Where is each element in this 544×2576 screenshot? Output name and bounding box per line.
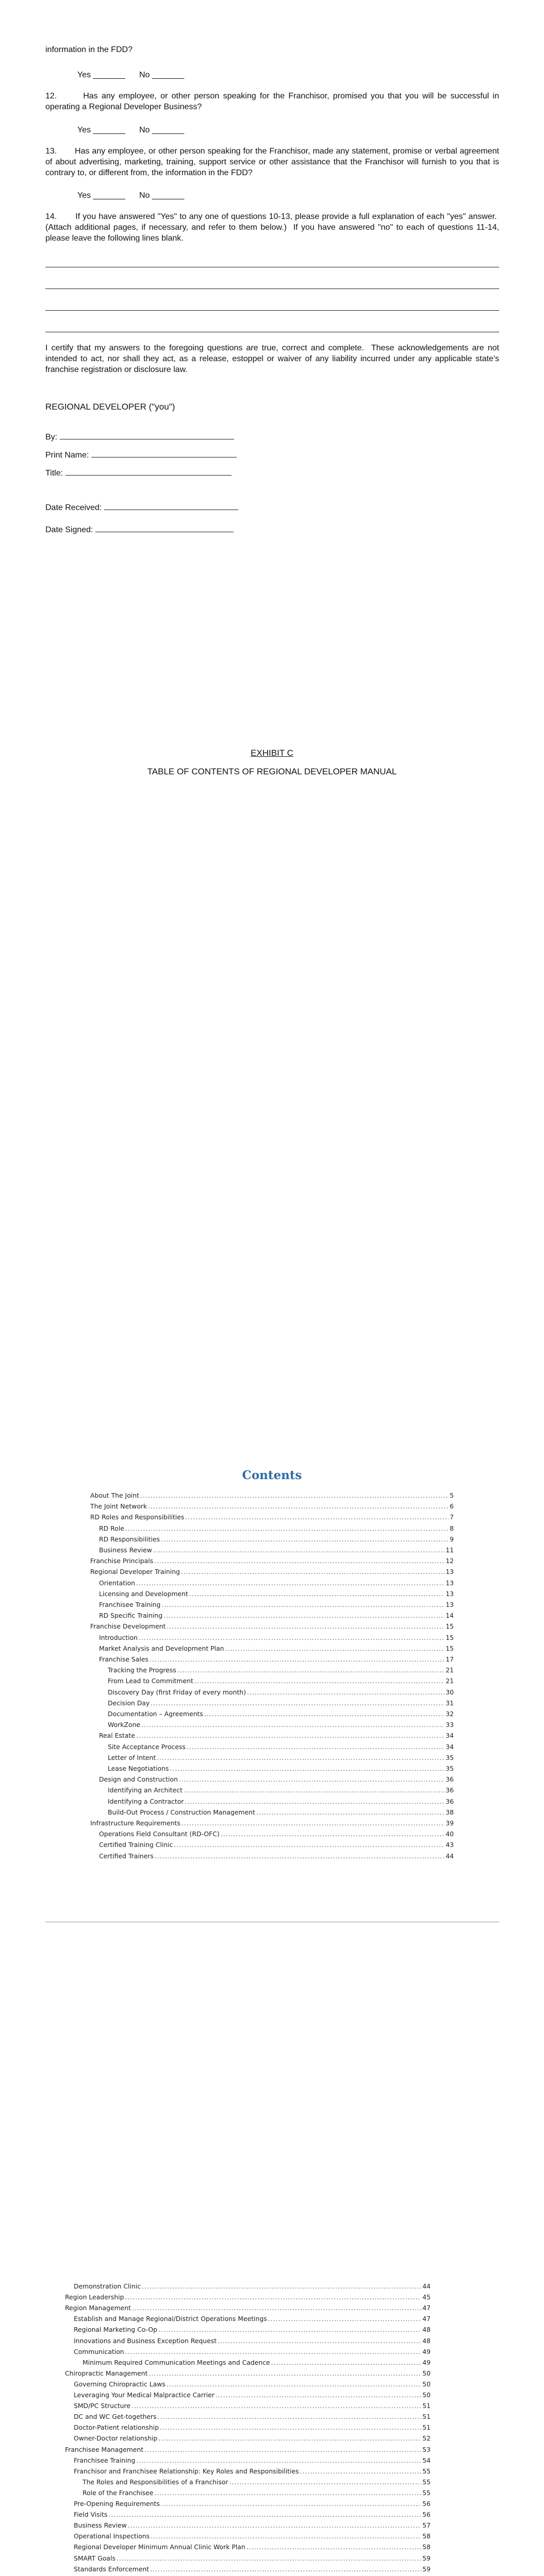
toc-entry-title: Region Leadership bbox=[65, 2293, 124, 2301]
toc-entry-page: 59 bbox=[422, 2565, 431, 2573]
toc-entry-title: Communication bbox=[74, 2347, 124, 2355]
question-11-tail: information in the FDD? bbox=[45, 45, 133, 54]
toc-entry[interactable] bbox=[99, 1546, 454, 1557]
toc-entry-title: Leveraging Your Medical Malpractice Carrier bbox=[74, 2391, 215, 2399]
toc-dot-leader bbox=[161, 2500, 421, 2507]
toc-dot-leader bbox=[151, 1699, 444, 1707]
toc-entry-title: About The Joint bbox=[90, 1492, 139, 1499]
toc-entry[interactable] bbox=[99, 1612, 454, 1622]
toc-entry[interactable] bbox=[90, 1557, 454, 1568]
yes-blank: Yes _______ bbox=[77, 191, 125, 200]
toc-list-continued bbox=[0, 2282, 544, 2576]
toc-entry-page: 52 bbox=[422, 2434, 431, 2443]
toc-entry-page: 57 bbox=[422, 2521, 431, 2530]
toc-dot-leader bbox=[142, 2282, 421, 2290]
toc-entry-title: RD Role bbox=[99, 1524, 124, 1532]
toc-entry-page: 56 bbox=[422, 2511, 431, 2519]
toc-entry-title: Certified Trainers bbox=[99, 1852, 154, 1860]
toc-entry-page: 49 bbox=[422, 2347, 431, 2355]
toc-entry-title: Identifying a Contractor bbox=[108, 1797, 184, 1805]
toc-dot-leader bbox=[136, 1579, 444, 1587]
print-name-label: Print Name: bbox=[45, 451, 89, 460]
toc-entry-page: 45 bbox=[422, 2293, 431, 2301]
toc-entry-page: 58 bbox=[422, 2532, 431, 2540]
toc-entry[interactable] bbox=[65, 2369, 431, 2380]
toc-dot-leader bbox=[204, 1710, 444, 1718]
title-field bbox=[45, 468, 232, 478]
date-received-field bbox=[45, 502, 238, 513]
toc-dot-leader bbox=[184, 1786, 444, 1794]
toc-dot-leader bbox=[167, 1622, 444, 1630]
toc-entry-page: 51 bbox=[422, 2402, 431, 2410]
date-received-line[interactable] bbox=[104, 502, 238, 510]
toc-dot-leader bbox=[229, 2478, 422, 2486]
toc-entry-title: RD Responsibilities bbox=[99, 1535, 160, 1543]
toc-entry[interactable] bbox=[90, 1502, 454, 1513]
toc-entry-title: Discovery Day (first Friday of every month) bbox=[108, 1688, 246, 1696]
toc-entry-page: 53 bbox=[422, 2445, 431, 2453]
toc-entry[interactable] bbox=[65, 2304, 431, 2315]
date-signed-label: Date Signed: bbox=[45, 526, 93, 534]
toc-entry-title: Regional Developer Training bbox=[90, 1568, 180, 1576]
toc-dot-leader bbox=[151, 2532, 421, 2540]
toc-dot-leader bbox=[161, 1535, 449, 1543]
toc-entry-page: 49 bbox=[422, 2358, 431, 2366]
toc-entry[interactable] bbox=[99, 1535, 454, 1546]
toc-entry-title: Franchisor and Franchisee Relationship: Key Roles and Responsibilities bbox=[74, 2467, 299, 2475]
toc-entry-page: 31 bbox=[446, 1699, 454, 1707]
toc-entry[interactable] bbox=[74, 2424, 431, 2434]
toc-entry-page: 32 bbox=[446, 1710, 454, 1718]
toc-entry-page: 40 bbox=[446, 1830, 454, 1838]
toc-dot-leader bbox=[185, 1798, 444, 1805]
toc-entry-title: Operations Field Consultant (RD-OFC) bbox=[99, 1830, 220, 1838]
toc-entry-page: 55 bbox=[422, 2467, 431, 2475]
question-14: 14. If you have answered "Yes" to any one of questions 10-13, please provide a full explanation of each "yes" answer. (Attach additional pages, if necessary, and refer to them below.) If you have answered "no" to each of questions 11-14, please leave the following lines blank. bbox=[45, 212, 499, 243]
toc-entry-title: Franchisee Management bbox=[65, 2445, 144, 2453]
toc-entry-page: 36 bbox=[446, 1786, 454, 1794]
toc-entry[interactable] bbox=[65, 2446, 431, 2456]
signer-heading: REGIONAL DEVELOPER ("you") bbox=[45, 402, 175, 412]
toc-entry-title: Minimum Required Communication Meetings and Cadence bbox=[83, 2358, 270, 2366]
toc-entry-title: Franchisee Training bbox=[74, 2456, 136, 2464]
toc-dot-leader bbox=[125, 2293, 421, 2301]
toc-entry[interactable] bbox=[108, 1710, 454, 1721]
toc-dot-leader bbox=[144, 2446, 421, 2453]
toc-dot-leader bbox=[177, 1666, 445, 1674]
toc-dot-leader bbox=[158, 2326, 421, 2333]
toc-entry[interactable] bbox=[99, 1524, 454, 1535]
toc-entry-title: Franchise Principals bbox=[90, 1557, 154, 1565]
date-signed-line[interactable] bbox=[95, 524, 234, 532]
print-name-line[interactable] bbox=[91, 450, 237, 457]
toc-entry-page: 47 bbox=[422, 2315, 431, 2323]
toc-entry[interactable] bbox=[108, 1666, 454, 1677]
toc-entry-title: Governing Chiropractic Laws bbox=[74, 2380, 166, 2388]
toc-entry[interactable] bbox=[90, 1819, 454, 1830]
toc-list bbox=[0, 1492, 544, 1873]
toc-entry-page: 21 bbox=[446, 1677, 454, 1685]
toc-dot-leader bbox=[139, 1634, 444, 1641]
toc-dot-leader bbox=[182, 1819, 444, 1827]
toc-entry[interactable] bbox=[74, 2413, 431, 2424]
by-field bbox=[45, 432, 234, 442]
toc-entry[interactable] bbox=[99, 1830, 454, 1841]
toc-dot-leader bbox=[153, 1546, 444, 1554]
toc-entry-title: Site Acceptance Process bbox=[108, 1742, 186, 1751]
toc-entry[interactable] bbox=[74, 2326, 431, 2336]
toc-entry[interactable] bbox=[74, 2532, 431, 2543]
yes-blank: Yes _______ bbox=[77, 126, 125, 134]
toc-entry[interactable] bbox=[99, 1841, 454, 1852]
toc-dot-leader bbox=[128, 2521, 421, 2529]
toc-entry-page: 21 bbox=[446, 1666, 454, 1674]
toc-entry[interactable] bbox=[108, 1677, 454, 1688]
toc-entry-title: RD Roles and Responsibilities bbox=[90, 1513, 185, 1521]
no-blank: No _______ bbox=[139, 191, 185, 200]
toc-dot-leader bbox=[141, 1721, 444, 1728]
toc-entry-title: Design and Construction bbox=[99, 1775, 178, 1784]
toc-entry-page: 14 bbox=[446, 1612, 454, 1620]
toc-entry-page: 43 bbox=[446, 1841, 454, 1849]
toc-entry-page: 34 bbox=[446, 1742, 454, 1751]
print-name-field bbox=[45, 450, 237, 460]
toc-entry[interactable] bbox=[108, 1688, 454, 1699]
toc-entry-title: Innovations and Business Exception Request bbox=[74, 2336, 217, 2345]
toc-entry-title: Owner-Doctor relationship bbox=[74, 2434, 158, 2443]
toc-dot-leader bbox=[136, 1732, 444, 1739]
toc-entry-page: 48 bbox=[422, 2336, 431, 2345]
toc-entry-title: Licensing and Development bbox=[99, 1589, 188, 1598]
toc-entry[interactable] bbox=[108, 1721, 454, 1732]
toc-entry-title: Pre-Opening Requirements bbox=[74, 2500, 160, 2507]
toc-entry[interactable] bbox=[108, 1765, 454, 1775]
toc-entry-page: 15 bbox=[446, 1644, 454, 1652]
date-signed-field bbox=[45, 524, 234, 535]
toc-entry[interactable] bbox=[74, 2282, 431, 2293]
yes-blank: Yes _______ bbox=[77, 71, 125, 79]
toc-entry-title: Documentation – Agreements bbox=[108, 1710, 203, 1718]
toc-entry[interactable] bbox=[83, 2489, 431, 2500]
toc-entry-title: Lease Negotiations bbox=[108, 1765, 169, 1772]
toc-dot-leader bbox=[150, 1655, 444, 1663]
toc-entry[interactable] bbox=[74, 2467, 431, 2478]
toc-dot-leader bbox=[154, 2489, 421, 2497]
toc-entry-title: Franchise Development bbox=[90, 1622, 166, 1631]
toc-entry[interactable] bbox=[90, 1492, 454, 1502]
toc-entry[interactable] bbox=[74, 2565, 431, 2576]
question-12: 12. Has any employee, or other person speaking for the Franchisor, promised you that you will be successful in operating a Regional Developer Business? bbox=[45, 92, 499, 111]
toc-dot-leader bbox=[194, 1677, 444, 1685]
toc-entry[interactable] bbox=[90, 1513, 454, 1524]
toc-entry[interactable] bbox=[99, 1775, 454, 1786]
questionnaire-page bbox=[0, 0, 544, 721]
toc-entry-title: Region Management bbox=[65, 2304, 131, 2312]
toc-entry[interactable] bbox=[74, 2380, 431, 2391]
toc-entry-title: Business Review bbox=[74, 2521, 127, 2530]
title-label: Title: bbox=[45, 469, 63, 478]
no-blank: No _______ bbox=[139, 71, 185, 79]
toc-entry-title: Orientation bbox=[99, 1579, 135, 1587]
toc-entry[interactable] bbox=[99, 1634, 454, 1645]
toc-entry-page: 56 bbox=[422, 2500, 431, 2507]
toc-dot-leader bbox=[247, 1688, 444, 1696]
toc-entry[interactable] bbox=[90, 1622, 454, 1633]
toc-entry-page: 11 bbox=[446, 1546, 454, 1554]
toc-dot-leader bbox=[154, 1557, 444, 1565]
toc-entry-title: Regional Developer Minimum Annual Clinic Work Plan bbox=[74, 2543, 245, 2551]
toc-entry[interactable] bbox=[74, 2511, 431, 2521]
toc-dot-leader bbox=[225, 1645, 444, 1652]
toc-entry-page: 36 bbox=[446, 1775, 454, 1784]
toc-dot-leader bbox=[167, 2380, 421, 2388]
toc-dot-leader bbox=[221, 1830, 445, 1838]
toc-entry-page: 39 bbox=[446, 1819, 454, 1827]
toc-entry[interactable] bbox=[99, 1601, 454, 1612]
toc-entry-page: 44 bbox=[422, 2282, 431, 2290]
toc-entry-page: 58 bbox=[422, 2543, 431, 2551]
toc-entry[interactable] bbox=[99, 1579, 454, 1590]
toc-entry-title: Regional Marketing Co-Op bbox=[74, 2326, 157, 2334]
toc-entry-title: Letter of Intent bbox=[108, 1753, 156, 1761]
toc-entry-page: 33 bbox=[446, 1721, 454, 1729]
toc-entry[interactable] bbox=[65, 2293, 431, 2304]
toc-entry-title: Decision Day bbox=[108, 1699, 150, 1707]
toc-dot-leader bbox=[218, 2337, 421, 2345]
toc-dot-leader bbox=[140, 1492, 449, 1499]
toc-dot-leader bbox=[117, 2554, 421, 2562]
date-received-label: Date Received: bbox=[45, 503, 102, 512]
toc-entry-title: Demonstration Clinic bbox=[74, 2282, 141, 2290]
toc-entry-title: Build-Out Process / Construction Management bbox=[108, 1808, 255, 1816]
toc-entry-title: From Lead to Commitment bbox=[108, 1677, 193, 1685]
toc-entry-title: Establish and Manage Regional/District Operations Meetings bbox=[74, 2315, 267, 2323]
toc-heading: Contents bbox=[242, 1468, 302, 1482]
toc-dot-leader bbox=[150, 2565, 421, 2573]
toc-entry-title: Identifying an Architect bbox=[108, 1786, 183, 1794]
toc-dot-leader bbox=[132, 2304, 421, 2312]
toc-entry[interactable] bbox=[108, 1754, 454, 1765]
toc-entry[interactable] bbox=[74, 2337, 431, 2348]
toc-entry-page: 5 bbox=[450, 1492, 454, 1499]
toc-entry[interactable] bbox=[108, 1743, 454, 1754]
toc-dot-leader bbox=[148, 1502, 449, 1510]
toc-entry[interactable] bbox=[108, 1798, 454, 1808]
exhibit-label: EXHIBIT C bbox=[251, 748, 293, 758]
toc-dot-leader bbox=[161, 1601, 444, 1608]
by-signature-line[interactable] bbox=[60, 432, 234, 439]
toc-entry-page: 13 bbox=[446, 1601, 454, 1608]
toc-entry-page: 50 bbox=[422, 2369, 431, 2377]
toc-dot-leader bbox=[125, 1524, 449, 1532]
toc-entry[interactable] bbox=[74, 2391, 431, 2402]
toc-entry-title: SMART Goals bbox=[74, 2554, 116, 2562]
toc-dot-leader bbox=[125, 2348, 422, 2355]
toc-entry[interactable] bbox=[99, 1852, 454, 1863]
toc-dot-leader bbox=[179, 1775, 444, 1783]
toc-dot-leader bbox=[246, 2543, 422, 2551]
toc-entry-title: Franchisee Training bbox=[99, 1601, 161, 1608]
toc-dot-leader bbox=[158, 2413, 422, 2420]
by-label: By: bbox=[45, 433, 58, 442]
exhibit-title: TABLE OF CONTENTS OF REGIONAL DEVELOPER MANUAL bbox=[147, 767, 397, 776]
toc-entry-title: Business Review bbox=[99, 1546, 152, 1554]
toc-entry[interactable] bbox=[108, 1786, 454, 1797]
toc-dot-leader bbox=[300, 2467, 422, 2475]
toc-entry-page: 55 bbox=[422, 2478, 431, 2486]
toc-entry-page: 8 bbox=[450, 1524, 454, 1532]
toc-entry-page: 55 bbox=[422, 2488, 431, 2497]
toc-dot-leader bbox=[181, 1568, 444, 1575]
toc-dot-leader bbox=[256, 1808, 444, 1816]
answer-line[interactable] bbox=[45, 310, 499, 311]
toc-entry-title: The Joint Network bbox=[90, 1502, 147, 1511]
toc-entry-title: The Roles and Responsibilities of a Franchisor bbox=[83, 2478, 228, 2486]
toc-dot-leader bbox=[163, 1612, 444, 1619]
toc-entry-page: 35 bbox=[446, 1765, 454, 1772]
toc-entry-page: 59 bbox=[422, 2554, 431, 2562]
toc-entry-page: 12 bbox=[446, 1557, 454, 1565]
toc-entry[interactable] bbox=[99, 1645, 454, 1655]
toc-dot-leader bbox=[155, 1852, 444, 1860]
no-blank: No _______ bbox=[139, 126, 185, 134]
toc-entry-page: 50 bbox=[422, 2391, 431, 2399]
toc-entry[interactable] bbox=[90, 1568, 454, 1579]
toc-dot-leader bbox=[158, 2434, 421, 2442]
toc-entry[interactable] bbox=[83, 2359, 431, 2369]
toc-dot-leader bbox=[174, 1841, 444, 1849]
toc-dot-leader bbox=[268, 2315, 422, 2323]
toc-entry[interactable] bbox=[74, 2434, 431, 2445]
question-13: 13. Has any employee, or other person speaking for the Franchisor, made any statement, promise or verbal agreement of about advertising, marketing, training, support service or other assistance that the Franchisor will furnish to you that is contrary to, or different from, the information in the FDD? bbox=[45, 147, 499, 177]
toc-entry-title: Field Visits bbox=[74, 2511, 108, 2519]
toc-entry-page: 17 bbox=[446, 1655, 454, 1663]
toc-entry[interactable] bbox=[99, 1655, 454, 1666]
toc-entry-page: 54 bbox=[422, 2456, 431, 2464]
toc-entry-title: Role of the Franchisee bbox=[83, 2488, 154, 2497]
toc-entry[interactable] bbox=[74, 2500, 431, 2511]
toc-entry[interactable] bbox=[74, 2402, 431, 2413]
toc-entry-title: Infrastructure Requirements bbox=[90, 1819, 180, 1827]
toc-entry-page: 38 bbox=[446, 1808, 454, 1816]
toc-entry-page: 15 bbox=[446, 1622, 454, 1631]
toc-entry-page: 51 bbox=[422, 2413, 431, 2421]
toc-entry-title: SMD/PC Structure bbox=[74, 2402, 130, 2410]
toc-entry[interactable] bbox=[108, 1699, 454, 1710]
toc-entry-page: 44 bbox=[446, 1852, 454, 1860]
toc-entry-page: 13 bbox=[446, 1568, 454, 1576]
toc-entry-title: Market Analysis and Development Plan bbox=[99, 1644, 224, 1652]
toc-entry-title: DC and WC Get-togethers bbox=[74, 2413, 157, 2421]
toc-dot-leader bbox=[157, 1754, 444, 1761]
toc-dot-leader bbox=[170, 1765, 444, 1772]
toc-entry-page: 36 bbox=[446, 1797, 454, 1805]
toc-entry-page: 51 bbox=[422, 2424, 431, 2432]
toc-entry[interactable] bbox=[83, 2478, 431, 2489]
toc-entry-title: Doctor-Patient relationship bbox=[74, 2424, 159, 2432]
toc-entry-page: 30 bbox=[446, 1688, 454, 1696]
toc-entry-title: Introduction bbox=[99, 1633, 138, 1641]
toc-entry-title: Tracking the Progress bbox=[108, 1666, 176, 1674]
toc-entry-page: 47 bbox=[422, 2304, 431, 2312]
toc-dot-leader bbox=[216, 2391, 421, 2399]
toc-dot-leader bbox=[149, 2369, 421, 2377]
toc-entry-page: 35 bbox=[446, 1753, 454, 1761]
toc-dot-leader bbox=[185, 1513, 449, 1521]
toc-entry-title: Franchise Sales bbox=[99, 1655, 149, 1663]
toc-entry[interactable] bbox=[99, 1590, 454, 1601]
certification-text: I certify that my answers to the foregoing questions are true, correct and complete. These acknowledgements are not intended to act, nor shall they act, as a release, estoppel or waiver of any liability incurred under any applicable state's franchise registration or disclosure law. bbox=[45, 344, 499, 374]
toc-dot-leader bbox=[271, 2359, 422, 2366]
toc-entry-title: Chiropractic Management bbox=[65, 2369, 148, 2377]
toc-entry[interactable] bbox=[108, 1808, 454, 1819]
toc-entry-title: Real Estate bbox=[99, 1732, 135, 1740]
toc-entry-page: 48 bbox=[422, 2326, 431, 2334]
toc-dot-leader bbox=[108, 2511, 421, 2518]
toc-dot-leader bbox=[136, 2456, 421, 2464]
toc-entry-page: 9 bbox=[450, 1535, 454, 1543]
toc-entry-title: Certified Training Clinic bbox=[99, 1841, 173, 1849]
toc-entry-title: RD Specific Training bbox=[99, 1612, 163, 1620]
toc-dot-leader bbox=[160, 2424, 421, 2431]
toc-entry[interactable] bbox=[74, 2315, 431, 2326]
toc-entry[interactable] bbox=[74, 2456, 431, 2467]
toc-entry-page: 13 bbox=[446, 1579, 454, 1587]
toc-entry[interactable] bbox=[74, 2521, 431, 2532]
toc-dot-leader bbox=[131, 2402, 421, 2410]
toc-entry[interactable] bbox=[99, 1732, 454, 1742]
toc-entry-page: 7 bbox=[450, 1513, 454, 1521]
toc-entry-page: 13 bbox=[446, 1589, 454, 1598]
toc-entry-page: 15 bbox=[446, 1633, 454, 1641]
toc-entry-page: 34 bbox=[446, 1732, 454, 1740]
toc-entry-page: 50 bbox=[422, 2380, 431, 2388]
toc-entry-title: WorkZone bbox=[108, 1721, 140, 1729]
toc-entry[interactable] bbox=[74, 2543, 431, 2554]
title-line[interactable] bbox=[65, 468, 232, 476]
toc-entry[interactable] bbox=[74, 2554, 431, 2565]
toc-entry-page: 6 bbox=[450, 1502, 454, 1511]
toc-dot-leader bbox=[187, 1743, 444, 1751]
toc-entry-title: Operational Inspections bbox=[74, 2532, 150, 2540]
toc-entry[interactable] bbox=[74, 2348, 431, 2359]
toc-entry-title: Standards Enforcement bbox=[74, 2565, 150, 2573]
toc-dot-leader bbox=[189, 1590, 444, 1598]
